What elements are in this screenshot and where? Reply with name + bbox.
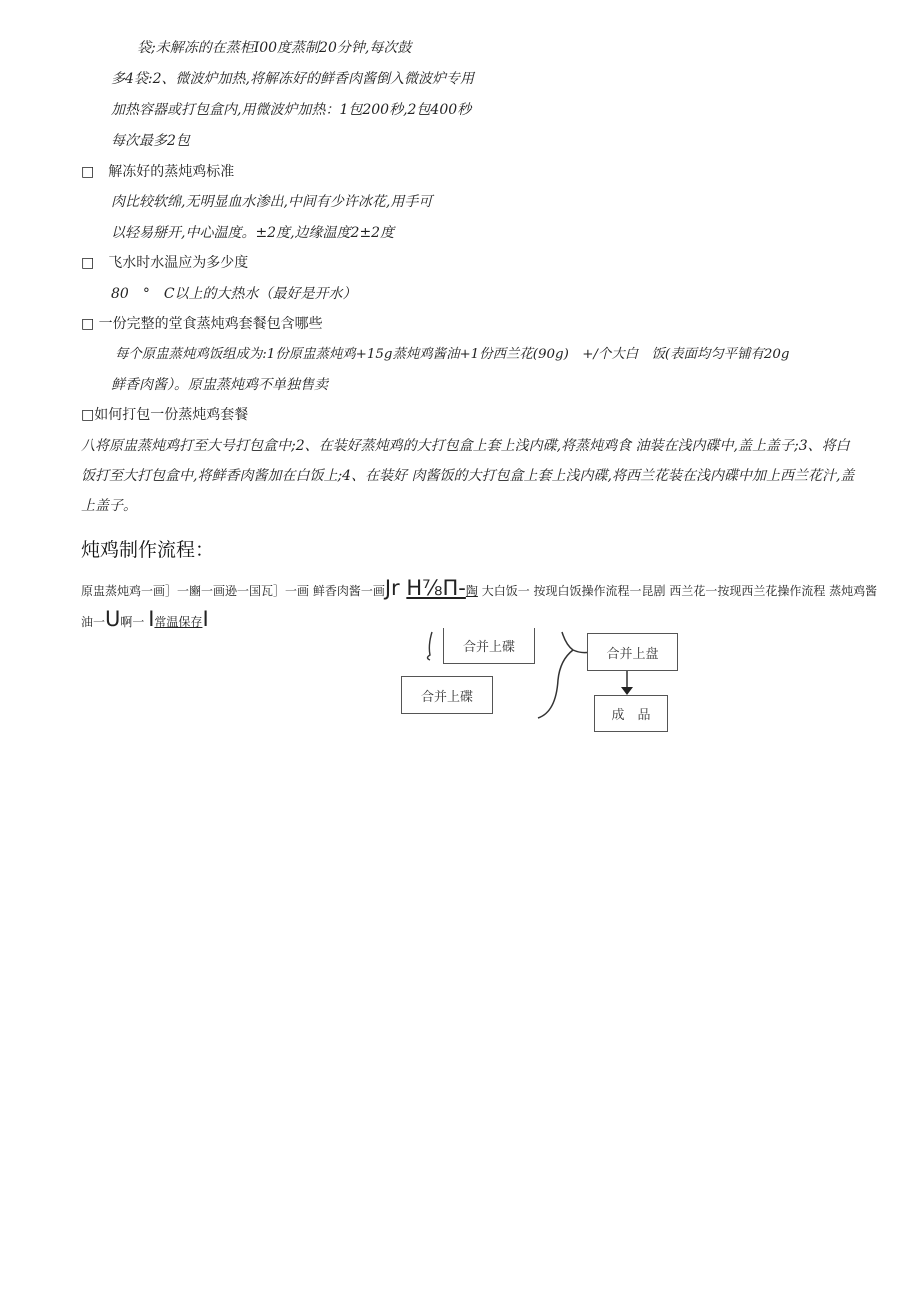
question-heading: □ 一份完整的堂食蒸炖鸡套餐包含哪些	[81, 316, 323, 332]
diagram-box-finished-product: 成 品	[594, 695, 668, 732]
answer-text: 以轻易掰开,中心温度。±2度,边缘温度2±2度	[111, 225, 395, 241]
text-line: 加热容器或打包盒内,用微波炉加热：1包200秒,2包400秒	[111, 102, 472, 118]
flow-text: 陶	[465, 584, 478, 598]
diagram-box-merge-dish: 合并上盘	[587, 633, 678, 671]
flow-glyph: I	[202, 607, 209, 631]
question-heading: □如何打包一份蒸炖鸡套餐	[81, 407, 249, 423]
flow-glyph: U	[105, 607, 121, 631]
flow-glyph: I	[148, 607, 155, 631]
text-line: 袋;未解冻的在蒸柜I00度蒸制20分钟,每次鼓	[137, 40, 412, 56]
answer-text: 每个原盅蒸炖鸡饭组成为:1份原盅蒸炖鸡+15g蒸炖鸡酱油+1份西兰花(90g) +/个大白 饭(表面均匀平铺有20g	[115, 347, 790, 362]
flow-text: 啊一	[120, 615, 149, 629]
answer-text: 肉比较软绵,无明显血水渗出,中间有少许冰花,用手可	[111, 194, 433, 210]
answer-text: 鲜香肉酱）。原盅蒸炖鸡不单独售卖	[111, 377, 328, 393]
text-line: 每次最多2包	[111, 133, 190, 149]
question-heading: □ 解冻好的蒸炖鸡标准	[81, 164, 235, 180]
flow-glyph: Jr	[384, 576, 407, 600]
diagram-box-merge-plate: 合并上碟	[443, 628, 535, 664]
flow-text: 原盅蒸炖鸡一画］一豳一画逊一国瓦］一画 鲜香肉酱一画	[81, 584, 385, 598]
flow-text: 大白饭一 按现白饭操作流程一昆剧 西兰花一按现西兰花操作流程 蒸炖鸡酱油一	[81, 584, 878, 629]
section-heading: 炖鸡制作流程：	[81, 539, 215, 561]
answer-text: 80 ° C以上的大热水（最好是开水）	[111, 286, 357, 302]
flow-text: 常温保存	[154, 615, 203, 629]
answer-paragraph: 八将原盅蒸炖鸡打至大号打包盒中;2、在装好蒸炖鸡的大打包盒上套上浅内碟,将蒸炖鸡食 油装在浅内碟中,盖上盖子;3、将白饭打至大打包盒中,将鲜香肉酱加在白饭上;4、在装好 肉酱饭的大打包盒上套上浅内碟,将西兰花装在浅内碟中加上西兰花汁,盖上盖子。	[81, 438, 855, 514]
flow-glyph: H⅞Π-	[406, 576, 466, 600]
text-line: 多4袋:2、微波炉加热,将解冻好的鲜香肉酱倒入微波炉专用	[111, 71, 474, 87]
question-heading: □ 飞水时水温应为多少度	[81, 255, 249, 271]
diagram-box-merge-plate: 合并上碟	[401, 676, 493, 714]
